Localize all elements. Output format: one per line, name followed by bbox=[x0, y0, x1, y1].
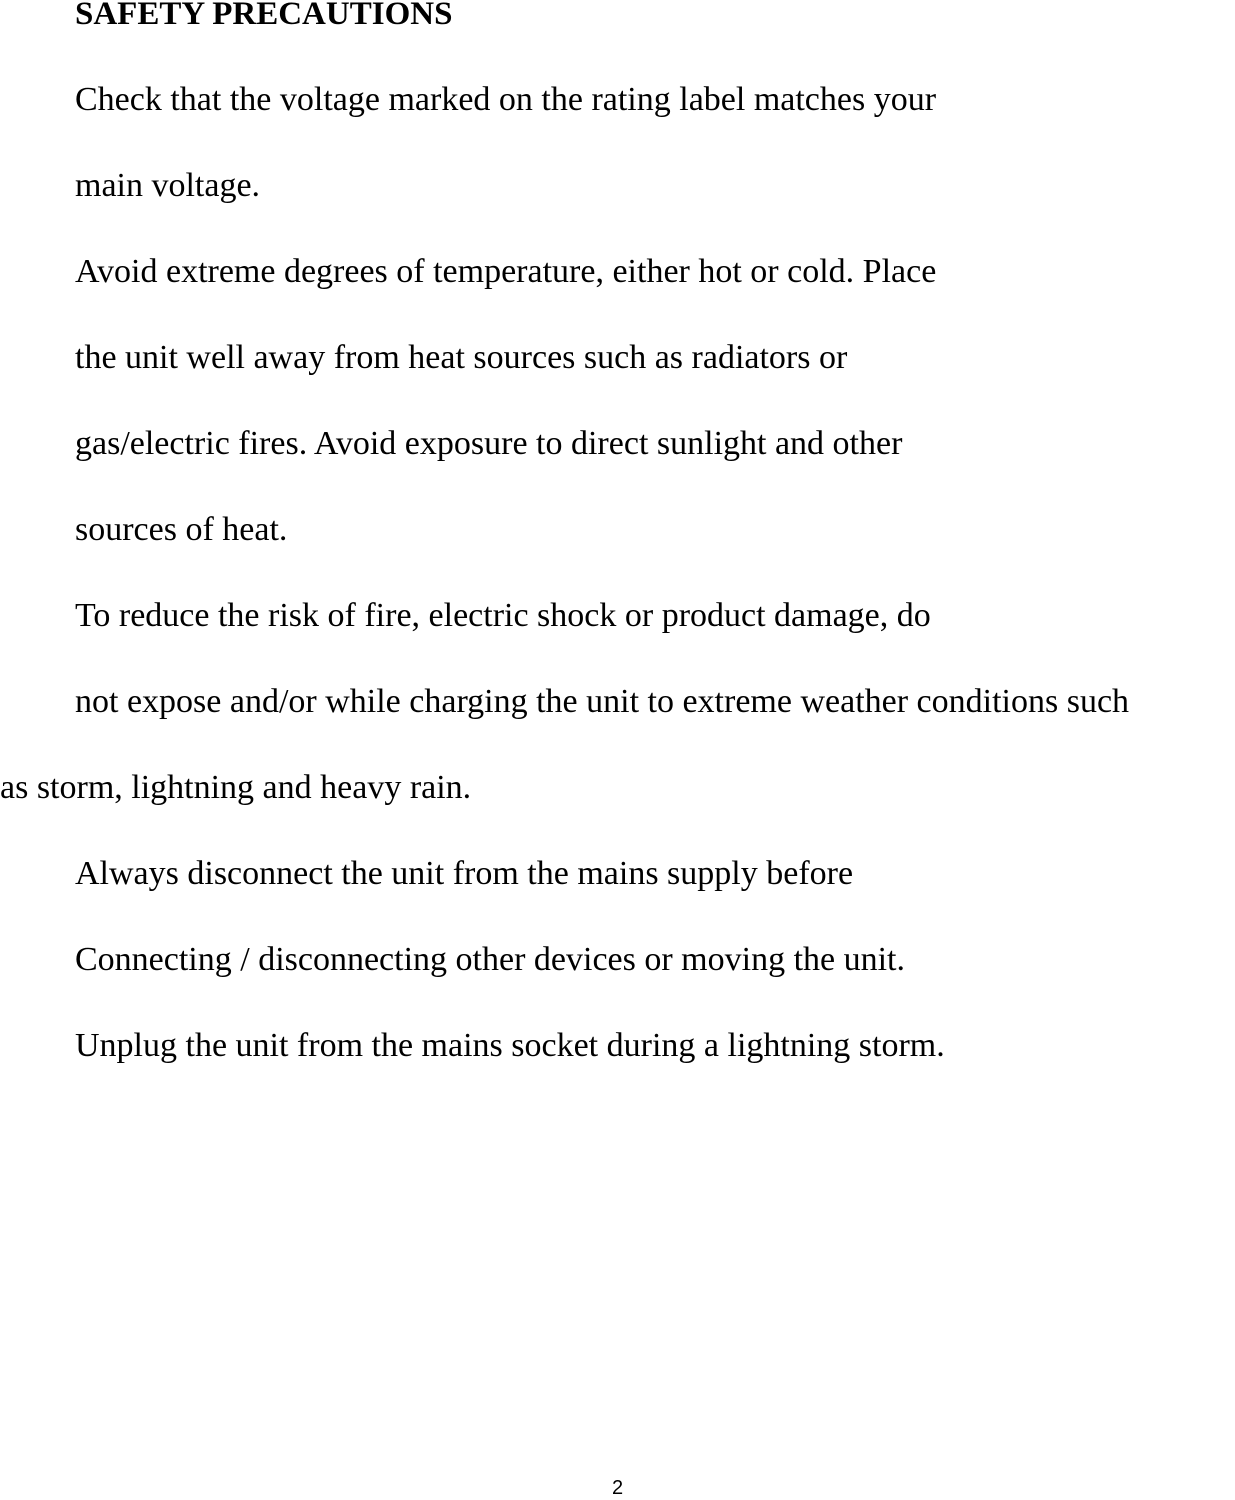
text-line: Connecting / disconnecting other devices or moving the unit. bbox=[75, 941, 905, 978]
text-line: the unit well away from heat sources such as radiators or bbox=[75, 339, 848, 376]
text-line: as storm, lightning and heavy rain. bbox=[0, 769, 472, 806]
text-line: sources of heat. bbox=[75, 511, 288, 548]
text-line: Always disconnect the unit from the mains supply before bbox=[75, 855, 854, 892]
text-line: not expose and/or while charging the unit to extreme weather conditions such bbox=[75, 683, 1130, 720]
text-line: Avoid extreme degrees of temperature, either hot or cold. Place bbox=[75, 253, 937, 290]
section-heading: SAFETY PRECAUTIONS bbox=[75, 0, 453, 32]
text-line: main voltage. bbox=[75, 167, 261, 204]
text-line: Check that the voltage marked on the rating label matches your bbox=[75, 81, 937, 118]
page-number: 2 bbox=[611, 1477, 624, 1499]
text-line: Unplug the unit from the mains socket during a lightning storm. bbox=[75, 1027, 945, 1064]
text-line: To reduce the risk of fire, electric shock or product damage, do bbox=[75, 597, 931, 634]
text-line: gas/electric fires. Avoid exposure to direct sunlight and other bbox=[75, 425, 903, 462]
